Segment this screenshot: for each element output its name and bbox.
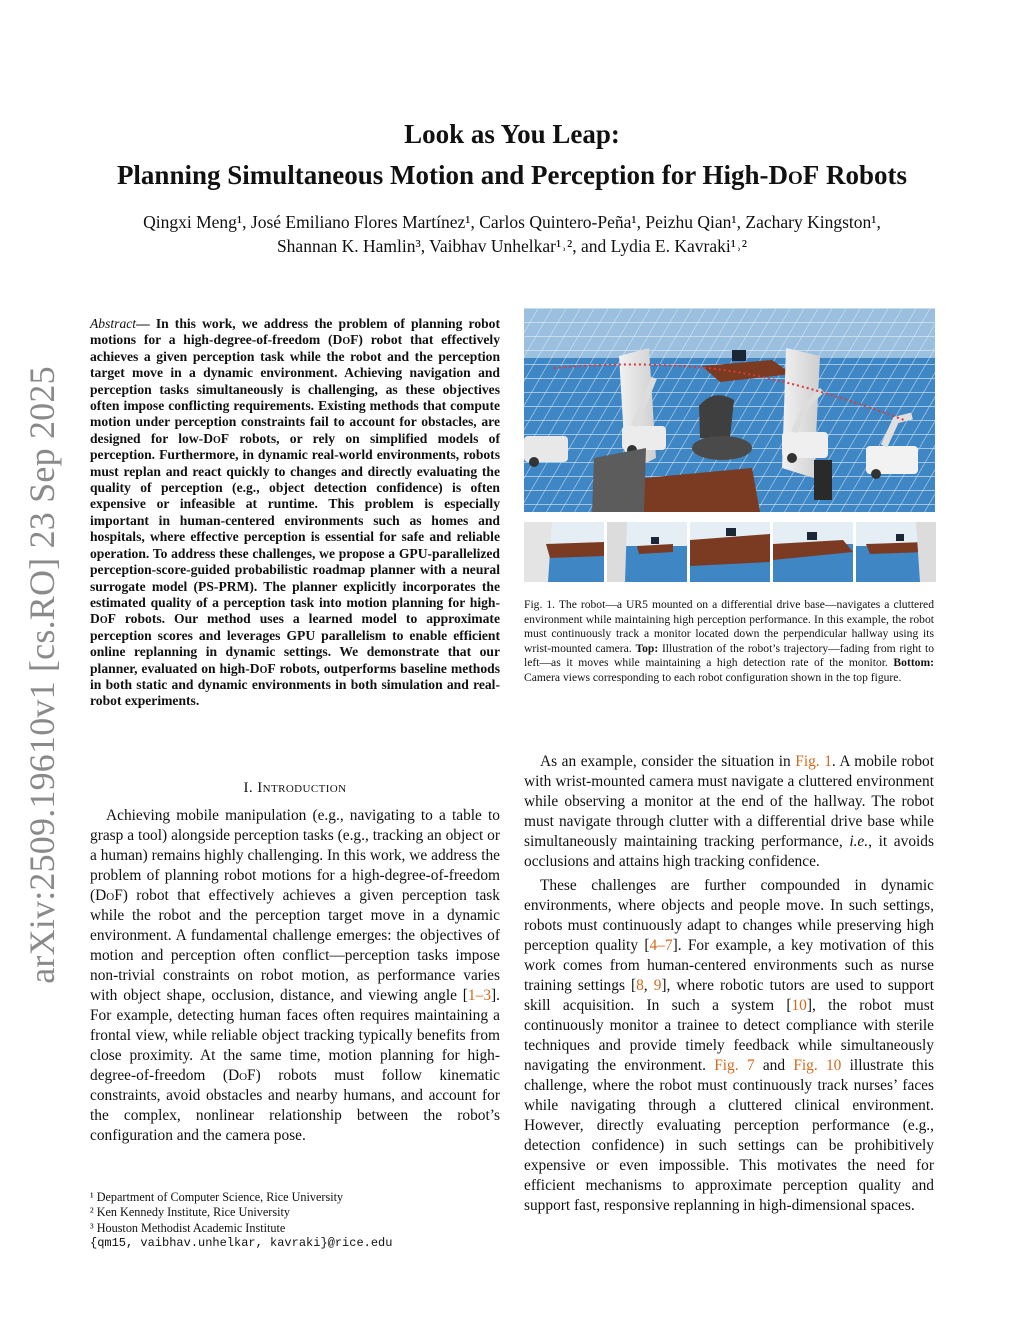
footnotes xyxy=(90,1190,510,1251)
paper-title xyxy=(0,118,1024,193)
title-line-2: Planning Simultaneous Motion and Perception for High-DoF Robots xyxy=(116,159,908,190)
figure-1-scene xyxy=(524,308,935,512)
citation-link[interactable]: 4–7 xyxy=(649,937,673,954)
robot-scene-illustration xyxy=(524,308,935,512)
figure-reference-link[interactable]: Fig. 10 xyxy=(793,1057,842,1074)
arxiv-side-stamp xyxy=(2,366,82,984)
camera-view-thumbnail xyxy=(856,522,936,582)
camera-view-thumbnail xyxy=(690,522,770,582)
author-line-1: Qingxi Meng¹, José Emiliano Flores Martínez¹, Carlos Quintero-Peña¹, Peizhu Qian¹, Zachary Kingston¹, xyxy=(143,212,881,232)
footnote-3: ³ Houston Methodist Academic Institute xyxy=(90,1220,286,1235)
intro-right-column xyxy=(524,752,934,1216)
citation-link[interactable]: 10 xyxy=(791,997,807,1014)
footnote-2: ² Ken Kennedy Institute, Rice University xyxy=(90,1205,290,1220)
camera-view-thumbnail xyxy=(607,522,687,582)
camera-view-image xyxy=(524,522,604,582)
camera-view-image xyxy=(856,522,936,582)
citation-link[interactable]: 9 xyxy=(653,977,662,994)
intro-paragraph-3: These challenges are further compounded in dynamic environments, where objects and people move. In such settings, robots must continuously adapt to changes while preserving high perception quality [4–7]. For example, a key motivation of this work comes from human-centered environments such as nurse training settings [8, 9], where robotic tutors are used to support skill acquisition. In such a system [10], the robot must continuously monitor a trainee to detect compliance with sterile techniques and provide timely feedback while simultaneously navigating the environment. Fig. 7 and Fig. 10 illustrate this challenge, where the robot must continuously track nurses’ faces while navigating through a cluttered clinical environment. However, directly evaluating perception performance (e.g., detection confidence) in such settings can be prohibitively expensive or even impossible. This motivates the need for efficient mechanisms to approximate perception quality and support fast, responsive replanning in high-dimensional spaces. xyxy=(524,877,934,1214)
camera-view-image xyxy=(773,522,853,582)
intro-paragraph-1: Achieving mobile manipulation (e.g., navigating to a table to grasp a tool) alongside perception tasks (e.g., tracking an object or a human) remains highly challenging. In this work, we address the problem of planning robot motions for a high-degree-of-freedom (DoF) robot that effectively achieves a given perception task while the robot and the perception target move in a dynamic environment. A fundamental challenge emerges: the objectives of motion and perception often conflict—perception tasks impose non-trivial constraints on robot motion, as performance varies with object shape, occlusion, distance, and viewing angle [1–3]. For example, detecting human faces often requires maintaining a frontal view, while reliable object tracking typically benefits from close proximity. At the same time, motion planning for high-degree-of-freedom (DoF) robots must follow kinematic constraints, avoid obstacles and nearby humans, and account for the complex, nonlinear relationship between the robot’s configuration and the camera pose. xyxy=(90,807,500,1144)
footnote-1: ¹ Department of Computer Science, Rice University xyxy=(90,1190,344,1204)
arxiv-identifier: arXiv:2509.19610v1 [cs.RO] 23 Sep 2025 xyxy=(22,366,62,984)
citation-link[interactable]: 8 xyxy=(636,977,644,994)
section-heading-introduction: I. Introduction xyxy=(243,780,347,796)
author-list xyxy=(60,210,964,258)
citation-link[interactable]: 1–3 xyxy=(467,987,492,1004)
camera-view-thumbnail xyxy=(773,522,853,582)
intro-left-column xyxy=(90,806,500,1146)
abstract: Abstract— In this work, we address the problem of planning robot motions for a high-degree-of-freedom (DoF) robot that effectively achieves a given perception task while the robot and the perception target move in a dynamic environment. Achieving navigation and perception tasks simultaneously is challenging, as these objectives often impose conflicting requirements. Existing methods that compute motion under perception constraints fail to account for obstacles, are designed for low-DoF robots, or rely on simplified models of perception. Furthermore, in dynamic real-world environments, robots must replan and react quickly to changes and directly evaluating the quality of perception (e.g., object detection confidence) is often expensive or infeasible at runtime. This problem is especially important in human-centered environments such as homes and hospitals, where effective perception is essential for safe and reliable operation. To address these challenges, we propose a GPU-parallelized perception-score-guided probabilistic roadmap planner with a neural surrogate model (PS-PRM). The planner explicitly incorporates the estimated quality of a perception task into motion planning for high-DoF robots. Our method uses a learned model to approximate perception scores and leverages GPU parallelism to enable efficient online replanning in dynamic settings. We demonstrate that our planner, evaluated on high-DoF robots, outperforms baseline methods in both static and dynamic environments in both simulation and real-robot experiments. xyxy=(90,316,500,709)
figure-reference-link[interactable]: Fig. 1 xyxy=(795,753,832,770)
figure-reference-link[interactable]: Fig. 7 xyxy=(714,1057,755,1074)
figure-1-caption: Fig. 1. The robot—a UR5 mounted on a differential drive base—navigates a cluttered environment while maintaining high perception performance. In this example, the robot must continuously track a monitor located down the perpendicular hallway using its wrist-mounted camera. Top: Illustration of the robot’s trajectory—fading from right to left—as it moves while maintaining a high detection rate of the monitor. Bottom: Camera views corresponding to each robot configuration shown in the top figure. xyxy=(524,598,935,684)
intro-paragraph-2: As an example, consider the situation in Fig. 1. A mobile robot with wrist-mounted camera must navigate a cluttered environment while observing a monitor at the end of the hallway. The robot must navigate through clutter with a differential drive base while simultaneously maintaining tracking performance, i.e., it avoids occlusions and attains high tracking confidence. xyxy=(524,753,934,870)
title-line-1: Look as You Leap: xyxy=(404,119,620,149)
abstract-label: Abstract xyxy=(90,316,137,331)
author-emails: {qm15, vaibhav.unhelkar, kavraki}@rice.edu xyxy=(90,1235,393,1250)
author-line-2: Shannan K. Hamlin³, Vaibhav Unhelkar¹˒², and Lydia E. Kavraki¹˒² xyxy=(276,236,748,256)
camera-view-image xyxy=(607,522,687,582)
camera-view-thumbnail xyxy=(524,522,604,582)
camera-view-image xyxy=(690,522,770,582)
